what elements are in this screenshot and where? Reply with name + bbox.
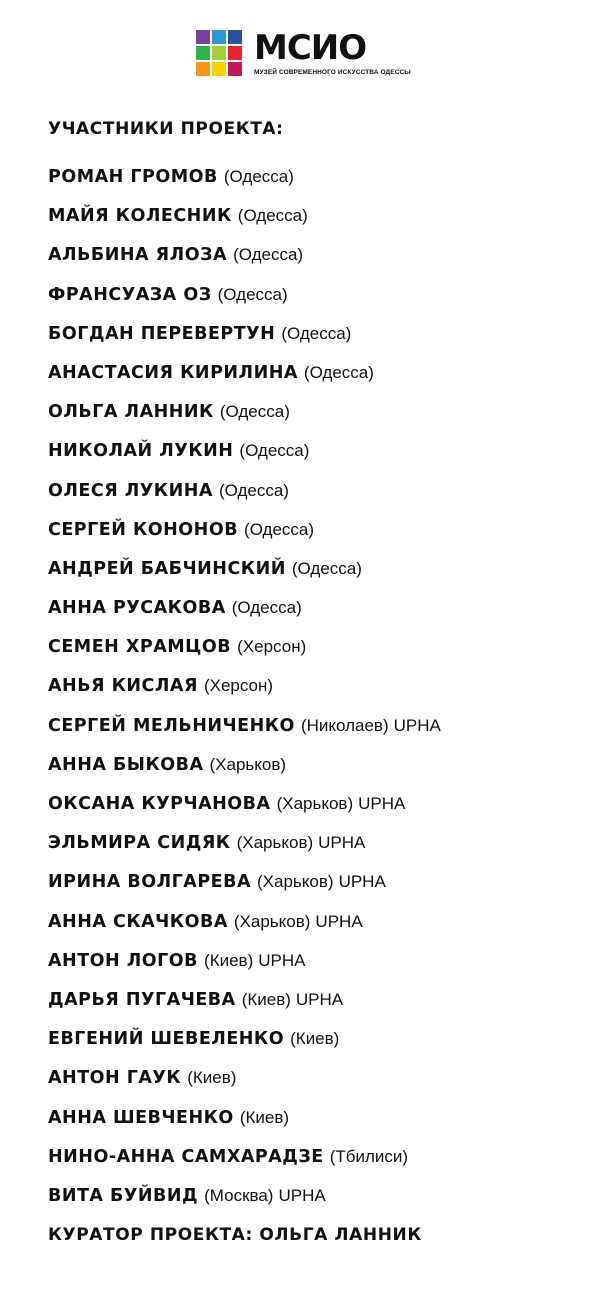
participant-city: (Харьков) [276,794,354,813]
participant-name: ЕВГЕНИЙ ШЕВЕЛЕНКО [48,1029,285,1050]
participant-city: (Одесса) [281,323,352,343]
participant-tag: UPHA [358,794,406,813]
participant-item [48,240,441,279]
participant-name: АНДРЕЙ БАБЧИНСКИЙ [48,558,286,579]
participant-item [48,319,441,358]
participant-tag: UPHA [318,833,366,853]
participant-name: СЕРГЕЙ КОНОНОВ [48,519,239,540]
participant-tag: UPHA [278,1185,326,1205]
participant-item [48,397,441,436]
participant-item [48,1181,441,1220]
participant-name: АННА ШЕВЧЕНКО [48,1107,234,1128]
participant-city: (Одесса) [233,245,304,265]
participant-city: (Харьков) [233,911,311,931]
logo-color-square [228,62,242,76]
participant-name: ВИТА БУЙВИД [48,1185,199,1206]
participant-name: НИКОЛАЙ ЛУКИН [48,441,234,462]
participant-city: (Киев) [290,1029,340,1049]
participant-name: АННА СКАЧКОВА [48,911,228,932]
participant-city: (Херсон) [203,676,274,696]
logo-color-square [228,30,242,44]
participants-list [48,162,441,1220]
participant-city: (Харьков) [236,833,314,853]
participant-item [48,201,441,240]
participant-tag: UPHA [295,989,344,1009]
logo-color-square [228,46,242,60]
participant-item [48,867,441,906]
participant-name: АНЬЯ КИСЛАЯ [48,676,198,697]
participant-city: (Одесса) [223,167,294,186]
participant-city: (Одесса) [237,206,308,226]
participant-name: АНТОН ЛОГОВ [48,950,199,971]
participant-city: (Одесса) [244,519,315,539]
museum-logo [196,28,411,78]
participant-city: (Одесса) [217,284,288,304]
logo-color-square [196,46,210,60]
participant-name: АНТОН ГАУК [48,1068,182,1089]
participant-item [48,985,441,1024]
participant-name: СЕРГЕЙ МЕЛЬНИЧЕНКО [48,715,295,736]
participant-name: ЭЛЬМИРА СИДЯК [48,833,231,854]
participant-item [48,554,441,593]
participant-item [48,515,441,554]
participant-item [48,162,441,201]
participant-name: ФРАНСУАЗА ОЗ [48,284,212,305]
participant-city: (Харьков) [257,872,334,892]
participant-name: МАЙЯ КОЛЕСНИК [48,206,232,227]
participant-name: ОЛЕСЯ ЛУКИНА [48,480,213,501]
participant-city: (Одесса) [239,441,310,461]
participant-city: (Одесса) [231,598,302,618]
participants-heading: УЧАСТНИКИ ПРОЕКТА: [48,119,284,139]
participant-item [48,946,441,985]
participant-name: АНАСТАСИЯ КИРИЛИНА [48,362,298,383]
participant-item [48,1142,441,1181]
participant-name: АННА БЫКОВА [48,754,204,775]
participant-city: (Киев) [187,1068,237,1088]
participant-name: ОКСАНА КУРЧАНОВА [48,794,271,814]
participant-name: БОГДАН ПЕРЕВЕРТУН [48,323,276,344]
logo-color-square [196,62,210,76]
participant-name: СЕМЕН ХРАМЦОВ [48,637,232,658]
participant-city: (Tбилиси) [329,1146,409,1166]
participant-name: НИНО-АННА САМХАРАДЗЕ [48,1146,324,1167]
participant-city: (Киев) [239,1107,290,1127]
participant-item [48,632,441,671]
participant-item [48,593,441,632]
participant-item [48,828,441,867]
logo-color-grid [196,30,242,76]
participant-item [48,280,441,319]
participant-tag: UPHA [258,950,306,970]
participant-name: РОМАН ГРОМОВ [48,167,218,187]
participant-name: ДАРЬЯ ПУГАЧЕВА [48,989,236,1010]
participant-name: АННА РУСАКОВА [48,598,226,619]
participant-city: (Одесса) [218,480,289,500]
curator-line: КУРАТОР ПРОЕКТА: ОЛЬГА ЛАННИК [48,1225,422,1245]
logo-tagline: МУЗЕЙ СОВРЕМЕННОГО ИСКУССТВА ОДЕССЫ [254,69,411,76]
participant-tag: UPHA [393,715,441,735]
participant-city: (Николаев) [300,715,389,735]
participant-name: ОЛЬГА ЛАННИК [48,402,214,423]
participant-city: (Одесса) [219,402,290,422]
participant-city: (Одесса) [303,362,374,382]
participant-item [48,907,441,946]
participant-city: (Одесса) [291,558,362,578]
participant-city: (Херсон) [237,637,307,657]
participant-item [48,476,441,515]
logo-wordmark: МСИО [254,28,367,68]
participant-tag: UPHA [315,911,363,931]
participant-item [48,358,441,397]
logo-color-square [212,46,226,60]
logo-color-square [212,30,226,44]
participant-item [48,436,441,475]
participant-item [48,750,441,789]
participant-item [48,711,441,750]
participant-item [48,671,441,710]
logo-color-square [196,30,210,44]
participant-item [48,1103,441,1142]
participant-city: (Киев) [241,989,291,1009]
participant-name: ИРИНА ВОЛГАРЕВА [48,872,252,893]
participant-city: (Киев) [204,950,254,970]
participant-item [48,1063,441,1102]
participant-item [48,1024,441,1063]
participant-city: (Харьков) [209,754,287,774]
participant-city: (Москва) [204,1185,274,1205]
participant-item [48,789,441,828]
logo-color-square [212,62,226,76]
participant-name: АЛЬБИНА ЯЛОЗА [48,245,228,266]
participant-tag: UPHA [338,872,386,892]
